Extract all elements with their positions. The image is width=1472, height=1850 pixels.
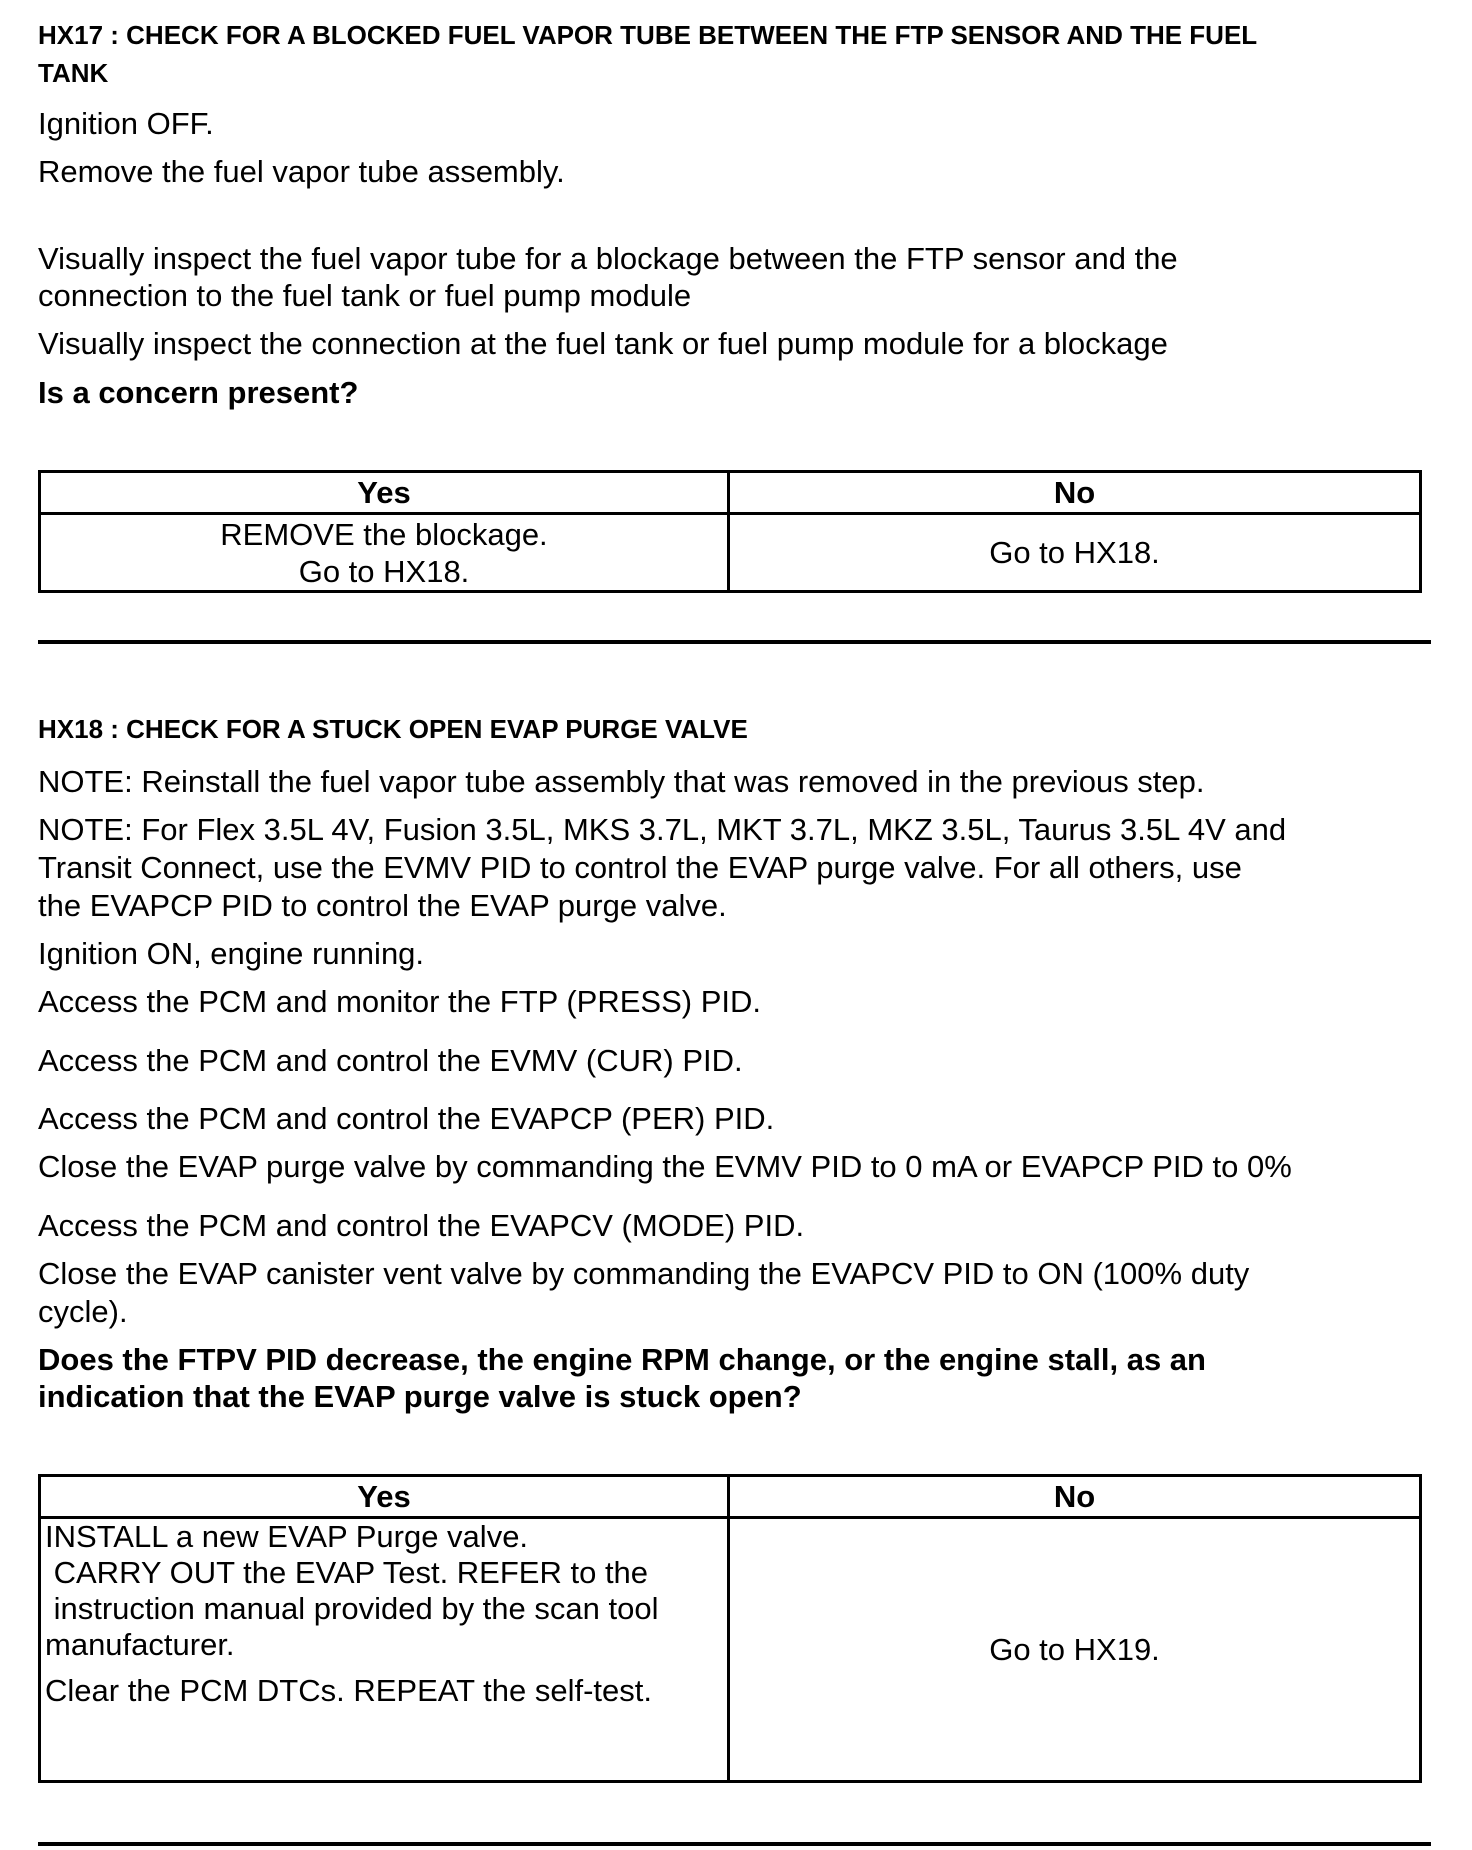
hx18-decision-table [38, 1474, 1422, 1783]
yes-action-line: manufacturer. [45, 1627, 235, 1662]
no-action-cell: Go to HX19. [729, 1518, 1421, 1782]
hx18-line: Access the PCM and control the EVAPCP (PER) PID. [38, 1101, 775, 1136]
yes-action-line: Clear the PCM DTCs. REPEAT the self-test. [45, 1673, 652, 1708]
no-header: No [729, 1476, 1421, 1518]
hx18-line: Transit Connect, use the EVMV PID to control the EVAP purge valve. For all others, use [38, 850, 1242, 885]
yes-action-line: instruction manual provided by the scan tool [45, 1591, 659, 1626]
hx18-line: Access the PCM and control the EVAPCV (MODE) PID. [38, 1208, 805, 1243]
hx18-line: Ignition ON, engine running. [38, 936, 425, 971]
hx18-line: cycle). [38, 1294, 128, 1329]
hx17-title-line2: TANK [38, 58, 109, 88]
yes-action-cell [40, 1518, 729, 1782]
yes-action-line: REMOVE the blockage. [220, 516, 548, 552]
no-action-cell: Go to HX18. [729, 514, 1421, 592]
yes-action-line: INSTALL a new EVAP Purge valve. [45, 1519, 529, 1554]
hx17-decision-table [38, 470, 1422, 593]
yes-action-line: CARRY OUT the EVAP Test. REFER to the [45, 1555, 649, 1590]
yes-header: Yes [40, 1476, 729, 1518]
hx17-title-line1: HX17 : CHECK FOR A BLOCKED FUEL VAPOR TUBE BETWEEN THE FTP SENSOR AND THE FUEL [38, 20, 1258, 50]
yes-action-cell [40, 514, 729, 592]
hx18-question-line1: Does the FTPV PID decrease, the engine RPM change, or the engine stall, as an [38, 1342, 1206, 1377]
hx17-question: Is a concern present? [38, 375, 359, 410]
section-divider [38, 640, 1431, 644]
hx17-step: connection to the fuel tank or fuel pump module [38, 278, 692, 313]
hx18-line: the EVAPCP PID to control the EVAP purge valve. [38, 888, 727, 923]
hx17-step: Ignition OFF. [38, 106, 214, 141]
hx18-question-line2: indication that the EVAP purge valve is stuck open? [38, 1379, 802, 1414]
hx18-line: NOTE: For Flex 3.5L 4V, Fusion 3.5L, MKS 3.7L, MKT 3.7L, MKZ 3.5L, Taurus 3.5L 4V and [38, 812, 1287, 847]
hx18-line: Access the PCM and monitor the FTP (PRESS) PID. [38, 984, 762, 1019]
hx18-line: Close the EVAP purge valve by commanding the EVMV PID to 0 mA or EVAPCP PID to 0% [38, 1149, 1292, 1184]
hx18-line: Access the PCM and control the EVMV (CUR) PID. [38, 1043, 743, 1078]
yes-action-line: Go to HX18. [298, 553, 470, 589]
yes-header: Yes [40, 472, 729, 514]
hx17-step: Remove the fuel vapor tube assembly. [38, 154, 565, 189]
hx17-step: Visually inspect the fuel vapor tube for a blockage between the FTP sensor and the [38, 241, 1178, 276]
no-header: No [729, 472, 1421, 514]
hx18-line: Close the EVAP canister vent valve by commanding the EVAPCV PID to ON (100% duty [38, 1256, 1250, 1291]
hx18-line: NOTE: Reinstall the fuel vapor tube assembly that was removed in the previous step. [38, 764, 1205, 799]
section-divider [38, 1842, 1431, 1846]
hx18-title: HX18 : CHECK FOR A STUCK OPEN EVAP PURGE VALVE [38, 714, 748, 744]
hx17-step: Visually inspect the connection at the fuel tank or fuel pump module for a blockage [38, 326, 1168, 361]
